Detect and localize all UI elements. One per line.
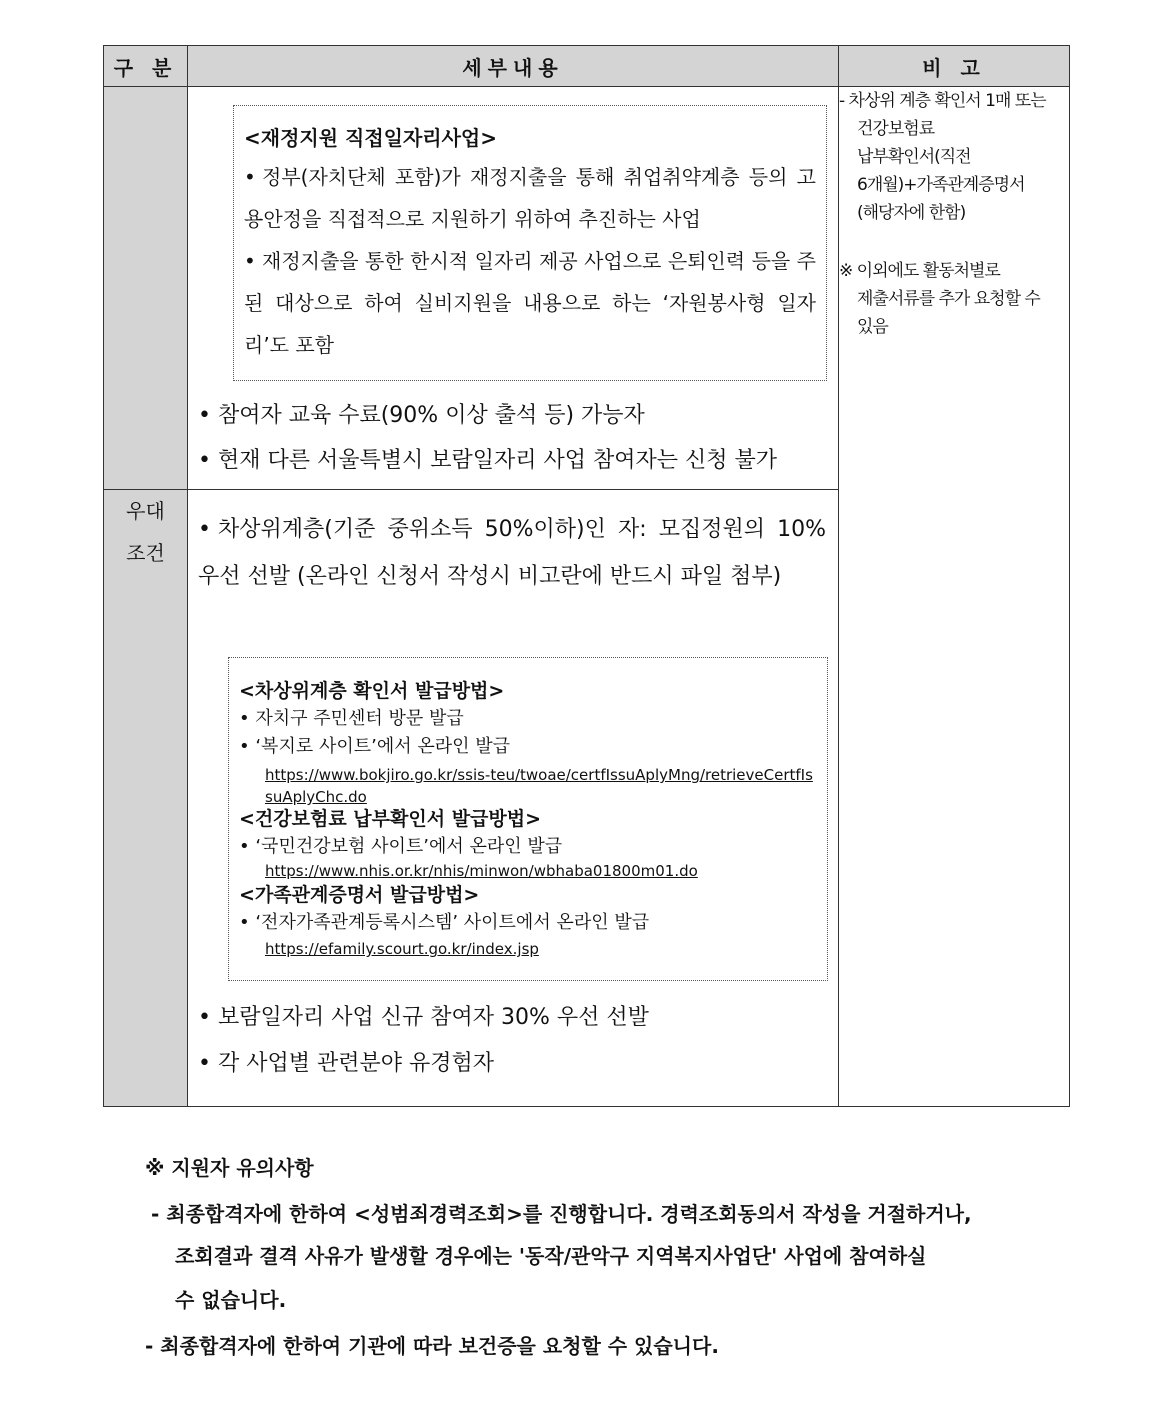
remarks-line: - 차상위 계층 확인서 1매 또는 [839, 91, 1046, 111]
recruitment-conditions-table [103, 45, 1070, 1107]
no-duplicate-participation-bullet: • 현재 다른 서울특별시 보람일자리 사업 참여자는 신청 불가 [198, 448, 777, 473]
table-header-row [104, 46, 1070, 87]
experienced-priority-bullet: • 각 사업별 관련분야 유경험자 [198, 1051, 494, 1076]
direct-job-program-bullet-1 [244, 156, 816, 240]
remarks-spacer [839, 227, 1069, 257]
row2-details [188, 490, 839, 1107]
bullet-dot: • [198, 517, 211, 542]
remarks-line: 건강보험료 [857, 119, 935, 139]
header-details: 세부내용 [188, 46, 839, 87]
row2-category-line1: 우대 [126, 499, 165, 523]
health-insurance-cert-online: • ‘국민건강보험 사이트’에서 온라인 발급 [239, 836, 563, 857]
remarks-line: 납부확인서(직전 [857, 147, 971, 167]
applicant-notes-heading: ※ 지원자 유의사항 [145, 1156, 314, 1180]
row1-details [188, 87, 839, 490]
remarks-line: (해당자에 한함) [857, 203, 966, 223]
direct-job-program-box [233, 105, 827, 381]
remarks-line: ※ 이외에도 활동처별로 [839, 261, 1000, 281]
bullet-text: 차상위계층(기준 중위소득 50%이하)인 자: 모집정원의 10% 우선 선발 (온라인 신청서 작성시 비고란에 반드시 파일 첨부) [198, 517, 826, 589]
row2-category [104, 490, 188, 1107]
low-income-cert-title: <차상위계층 확인서 발급방법> [239, 680, 505, 702]
bullet-dot: • [244, 249, 256, 273]
table-row [104, 87, 1070, 490]
document-issuance-box [228, 657, 828, 981]
family-relation-cert-online: • ‘전자가족관계등록시스템’ 사이트에서 온라인 발급 [239, 912, 650, 933]
direct-job-program-title: <재정지원 직접일자리사업> [244, 126, 497, 150]
bullet-text: 정부(자치단체 포함)가 재정지출을 통해 취업취약계층 등의 고용안정을 직접적으로 지원하기 위하여 추진하는 사업 [244, 165, 816, 231]
remarks-line: 있음 [857, 317, 888, 337]
row2-category-line2: 조건 [126, 541, 165, 565]
remarks-cell [839, 87, 1070, 1107]
remarks-line: 제출서류를 추가 요청할 수 [857, 289, 1040, 309]
efamily-link[interactable]: https://efamily.scourt.go.kr/index.jsp [265, 940, 539, 958]
bullet-dot: • [244, 165, 256, 189]
criminal-record-note-cont2: 수 없습니다. [175, 1288, 287, 1312]
header-remarks: 비 고 [839, 46, 1070, 87]
health-insurance-cert-title: <건강보험료 납부확인서 발급방법> [239, 808, 542, 830]
training-completion-bullet: • 참여자 교육 수료(90% 이상 출석 등) 가능자 [198, 403, 645, 428]
low-income-cert-online: • ‘복지로 사이트’에서 온라인 발급 [239, 736, 510, 757]
bokjiro-link[interactable]: https://www.bokjiro.go.kr/ssis-teu/twoae/certfIssuAplyMng/retrieveCertfIssuAplyChc.do [265, 766, 813, 806]
direct-job-program-bullet-2 [244, 240, 816, 366]
new-participant-priority-bullet: • 보람일자리 사업 신규 참여자 30% 우선 선발 [198, 1005, 649, 1030]
header-category: 구 분 [104, 46, 188, 87]
low-income-cert-visit: • 자치구 주민센터 방문 발급 [239, 708, 464, 729]
criminal-record-note: - 최종합격자에 한하여 <성범죄경력조회>를 진행합니다. 경력조회동의서 작성을 거절하거나, [151, 1202, 972, 1226]
low-income-priority-bullet [198, 506, 826, 600]
criminal-record-note-cont: 조회결과 결격 사유가 발생할 경우에는 '동작/관악구 지역복지사업단' 사업에 참여하실 [175, 1244, 927, 1268]
nhis-link[interactable]: https://www.nhis.or.kr/nhis/minwon/wbhaba01800m01.do [265, 862, 698, 880]
remarks-line: 6개월)+가족관계증명서 [857, 175, 1025, 195]
family-relation-cert-title: <가족관계증명서 발급방법> [239, 884, 480, 906]
row1-category [104, 87, 188, 490]
bullet-text: 재정지출을 통한 한시적 일자리 제공 사업으로 은퇴인력 등을 주된 대상으로 하여 실비지원을 내용으로 하는 ‘자원봉사형 일자리’도 포함 [244, 249, 816, 357]
health-certificate-note: - 최종합격자에 한하여 기관에 따라 보건증을 요청할 수 있습니다. [145, 1334, 719, 1358]
